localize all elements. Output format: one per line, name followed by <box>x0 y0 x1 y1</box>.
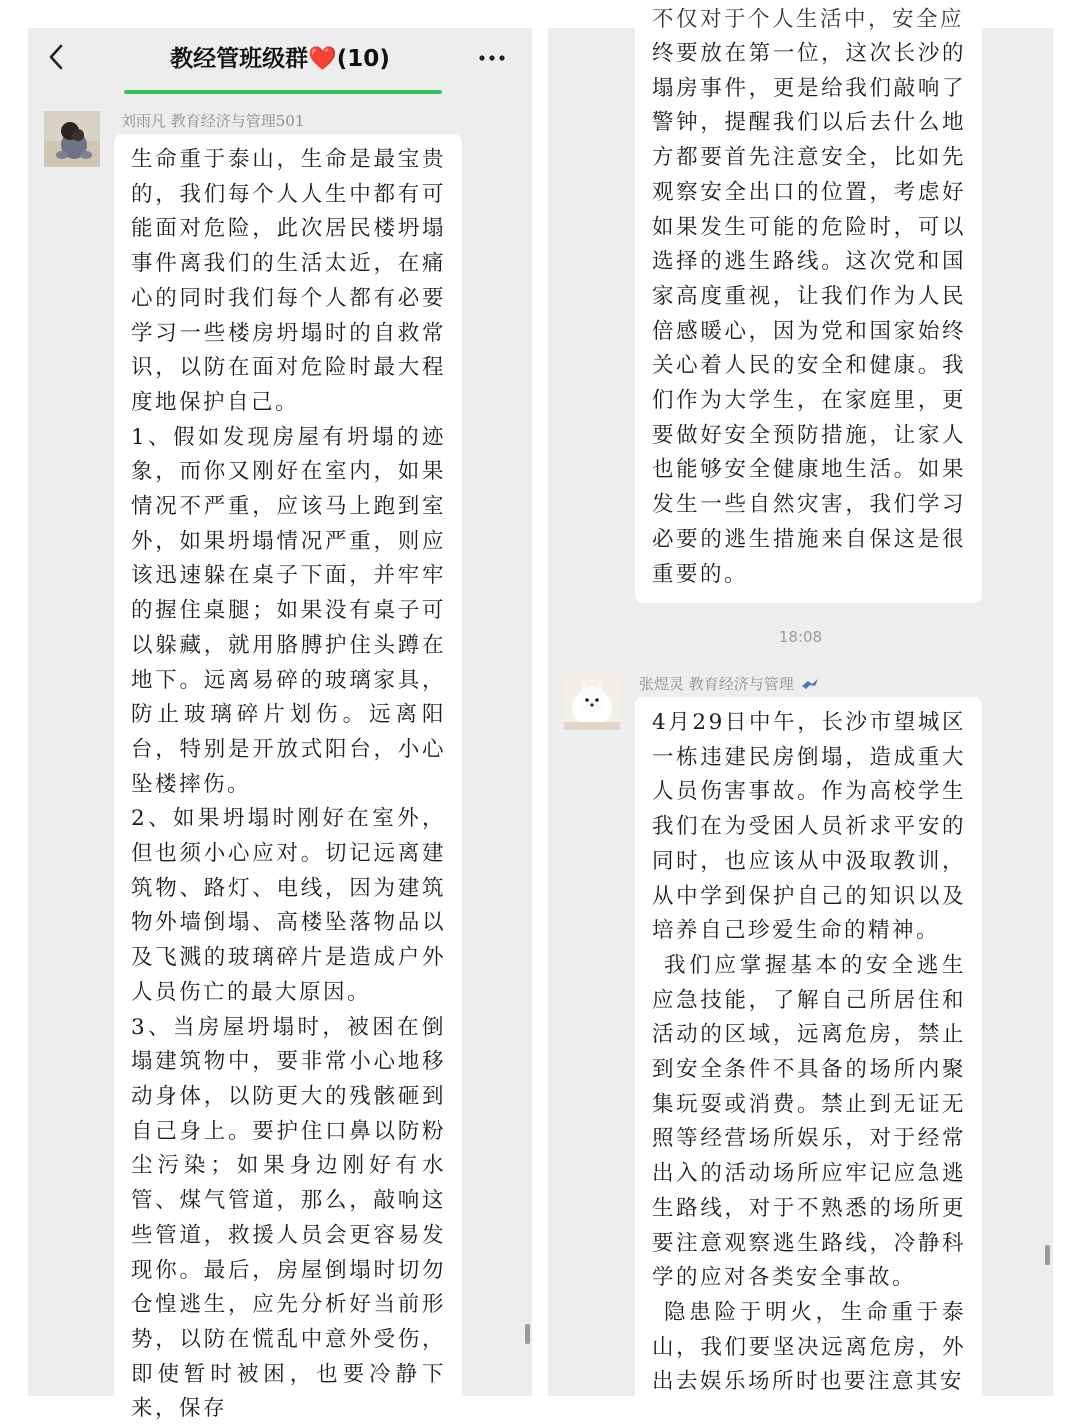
message-paragraph: 4月29日中午，长沙市望城区一栋违建民房倒塌，造成重大人员伤害事故。作为高校学生我们在为受困人员祈求平安的同时，也应该从中汲取教训，从中学到保护自己的知识以及培养自己珍爱生命的精神。 <box>652 710 966 944</box>
chat-title <box>28 40 532 73</box>
group-name: 教经管班级群 <box>170 46 309 72</box>
loading-progress-bar <box>124 90 442 94</box>
message-paragraph: 生命重于泰山，生命是最宝贵的，我们每个人人生中都有可能面对危险，此次居民楼坍塌事件离我们的生活太近，在痛心的同时我们每个人都有必要学习一些楼房坍塌时的自救常识，以防在面对危险时最大程度地保护自己。 <box>131 147 446 415</box>
sender-name <box>639 673 819 694</box>
message-bubble[interactable] <box>635 0 982 603</box>
right-chat-panel <box>548 7 1053 1396</box>
blue-badge-icon <box>801 677 819 691</box>
chat-header <box>28 28 532 92</box>
message-paragraph: 终要放在第一位，这次长沙的塌房事件，更是给我们敲响了警钟，提醒我们以后去什么地方都要首先注意安全，比如先观察安全出口的位置，考虑好如果发生可能的危险时，可以选择的逃生路线。这次党和国家高度重视，让我们作为人民倍感暖心，因为党和国家始终关心着人民的安全和健康。我们作为大学生，在家庭里，更要做好安全预防措施，让家人也能够安全健康地生活。如果发生一些自然灾害，我们学习必要的逃生措施来自保这是很重要的。 <box>652 41 966 587</box>
avatar[interactable] <box>44 111 100 167</box>
avatar[interactable] <box>564 674 620 730</box>
avatar-image <box>564 674 620 730</box>
left-chat-panel <box>28 28 532 1422</box>
message-cut-line: 不仅对于个人生活中，安全应 <box>652 7 965 32</box>
message-paragraph: 2、如果坍塌时刚好在室外，但也须小心应对。切记远离建筑物、路灯、电线，因为建筑物外墙倒塌、高楼坠落物品以及飞溅的玻璃碎片是造成户外人员伤亡的最大原因。 <box>131 806 446 1005</box>
sender-name: 刘雨凡 教育经济与管理501 <box>121 112 305 130</box>
message-bubble[interactable] <box>114 134 462 1424</box>
member-count: (10) <box>336 46 390 72</box>
heart-emoji: ❤️ <box>308 46 337 72</box>
message-bubble[interactable] <box>635 697 982 1424</box>
message-paragraph: 3、当房屋坍塌时，被困在倒塌建筑物中，要非常小心地移动身体，以防更大的残骸砸到自己身上。要护住口鼻以防粉尘污染；如果身边刚好有水管、煤气管道，那么，敲响这些管道，救援人员会更容易发现你。最后，房屋倒塌时切勿仓惶逃生，应先分析好当前形势，以防在慌乱中意外受伤，即使暂时被困，也要冷静下来，保存 <box>131 1014 446 1422</box>
message-paragraph: 隐患险于明火，生命重于泰山，我们要坚决远离危房，外出去娱乐场所时也要注意其安 <box>652 1299 966 1395</box>
scrollbar[interactable] <box>1045 1245 1050 1265</box>
message-paragraph: 我们应掌握基本的安全逃生应急技能，了解自己所居住和活动的区域，远离危房，禁止到安全条件不具备的场所内聚集玩耍或消费。禁止到无证无照等经营场所娱乐，对于经常出入的活动场所应牢记应急逃生路线，对于不熟悉的场所更要注意观察逃生路线，冷静科学的应对各类安全事故。 <box>652 952 966 1291</box>
message-paragraph: 1、假如发现房屋有坍塌的迹象，而你又刚好在室内，如果情况不严重，应该马上跑到室外，如果坍塌情况严重，则应该迅速躲在桌子下面，并牢牢的握住桌腿；如果没有桌子可以躲藏，就用胳膊护住头蹲在地下。远离易碎的玻璃家具，防止玻璃碎片划伤。远离阳台，特别是开放式阳台，小心坠楼摔伤。 <box>131 424 446 797</box>
avatar-image <box>44 111 100 167</box>
sender-name-text: 张煜灵 教育经济与管理 <box>639 675 794 693</box>
scrollbar[interactable] <box>525 1324 530 1344</box>
timestamp: 18:08 <box>778 628 823 646</box>
more-dots-icon[interactable] <box>478 54 506 62</box>
